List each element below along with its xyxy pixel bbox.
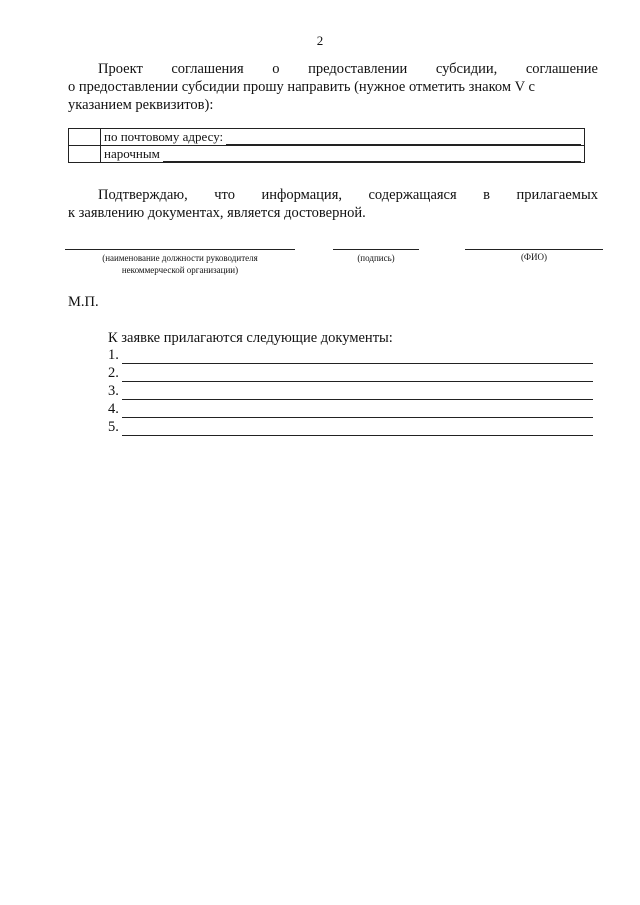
- position-caption-line-2: некоммерческой организации): [121, 265, 239, 275]
- confirm-word: информация,: [261, 187, 342, 203]
- confirmation-paragraph: [68, 186, 598, 222]
- attached-documents-title: К заявке прилагаются следующие документы:: [108, 330, 393, 346]
- intro-word: Проект: [98, 61, 143, 77]
- mail-address-field[interactable]: [226, 133, 581, 145]
- document-number: 2.: [108, 365, 119, 381]
- intro-word: субсидии,: [435, 61, 498, 77]
- courier-option-label: нарочным: [104, 146, 160, 161]
- name-caption: (ФИО): [520, 252, 548, 262]
- courier-option-cell: [101, 146, 585, 163]
- confirm-word: прилагаемых: [516, 187, 598, 203]
- intro-line-3: указанием реквизитов):: [68, 97, 214, 113]
- document-number: 3.: [108, 383, 119, 399]
- delivery-row-courier: [69, 146, 585, 163]
- name-signature-line[interactable]: [465, 249, 603, 250]
- confirm-word: что: [214, 187, 235, 203]
- confirm-line-1: [68, 186, 598, 204]
- document-item: [108, 418, 593, 436]
- delivery-method-table: [68, 128, 585, 163]
- confirm-word: содержащаяся: [368, 187, 457, 203]
- position-signature-line[interactable]: [65, 249, 295, 250]
- intro-line-1: [68, 60, 598, 78]
- signature-line[interactable]: [333, 249, 419, 250]
- page-number: 2: [316, 33, 324, 48]
- confirm-line-2: к заявлению документах, является достоверной.: [68, 205, 366, 221]
- document-number: 4.: [108, 401, 119, 417]
- document-item: [108, 364, 593, 382]
- mail-checkbox-cell[interactable]: [69, 129, 101, 146]
- stamp-placeholder: М.П.: [68, 294, 99, 310]
- intro-paragraph: [68, 60, 598, 114]
- document-number: 1.: [108, 347, 119, 363]
- document-item: [108, 382, 593, 400]
- courier-checkbox-cell[interactable]: [69, 146, 101, 163]
- mail-option-cell: [101, 129, 585, 146]
- signature-caption: (подпись): [357, 253, 395, 263]
- courier-details-field[interactable]: [163, 150, 581, 162]
- document-field[interactable]: [122, 405, 593, 418]
- document-field[interactable]: [122, 387, 593, 400]
- delivery-row-mail: [69, 129, 585, 146]
- document-item: [108, 400, 593, 418]
- intro-word: о: [272, 61, 280, 77]
- document-field[interactable]: [122, 423, 593, 436]
- position-caption-line-1: (наименование должности руководителя: [102, 253, 258, 263]
- intro-line-2: о предоставлении субсидии прошу направить (нужное отметить знаком V с: [68, 79, 535, 95]
- confirm-word: в: [483, 187, 491, 203]
- document-field[interactable]: [122, 351, 593, 364]
- intro-word: предоставлении: [308, 61, 408, 77]
- intro-word: соглашение: [525, 61, 598, 77]
- mail-option-label: по почтовому адресу:: [104, 129, 224, 144]
- document-item: [108, 346, 593, 364]
- intro-word: соглашения: [171, 61, 244, 77]
- confirm-word: Подтверждаю,: [98, 187, 188, 203]
- document-field[interactable]: [122, 369, 593, 382]
- position-caption: [65, 252, 295, 276]
- document-number: 5.: [108, 419, 119, 435]
